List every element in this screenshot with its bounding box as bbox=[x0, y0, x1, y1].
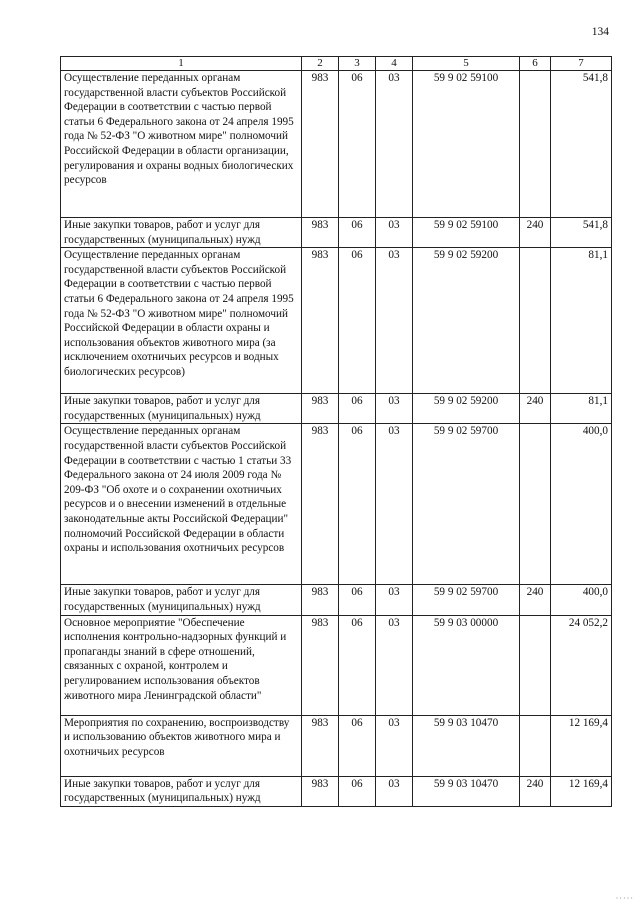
row-section: 06 bbox=[339, 585, 376, 615]
row-subsection: 03 bbox=[376, 218, 413, 248]
row-subsection: 03 bbox=[376, 71, 413, 218]
row-section: 06 bbox=[339, 615, 376, 715]
row-amount: 81,1 bbox=[551, 394, 612, 424]
header-col-1: 1 bbox=[61, 57, 302, 71]
header-col-5: 5 bbox=[413, 57, 520, 71]
table-row bbox=[61, 615, 612, 715]
row-amount: 541,8 bbox=[551, 71, 612, 218]
row-expense-type: 240 bbox=[520, 776, 551, 806]
row-target-code: 59 9 03 00000 bbox=[413, 615, 520, 715]
row-grbs: 983 bbox=[302, 248, 339, 394]
row-name: Осуществление переданных органам государственной власти субъектов Российской Федерации в соответствии с частью 1 статьи 33 Федерального закона от 24 июля 2009 года № 209-ФЗ "Об охоте и о сохранении охотничьих ресурсов и о внесении изменений в отдельные законодательные акты Российской Федерации" полномочий Российской Федерации в области охраны и использования охотничьих ресурсов bbox=[61, 424, 302, 585]
row-amount: 12 169,4 bbox=[551, 715, 612, 776]
row-name: Мероприятия по сохранению, воспроизводству и использованию объектов животного мира и охотничьих ресурсов bbox=[61, 715, 302, 776]
row-section: 06 bbox=[339, 218, 376, 248]
table-row bbox=[61, 776, 612, 806]
row-expense-type bbox=[520, 715, 551, 776]
header-col-6: 6 bbox=[520, 57, 551, 71]
row-expense-type bbox=[520, 615, 551, 715]
row-amount: 541,8 bbox=[551, 218, 612, 248]
table-row bbox=[61, 394, 612, 424]
table-row bbox=[61, 715, 612, 776]
row-subsection: 03 bbox=[376, 585, 413, 615]
row-name: Иные закупки товаров, работ и услуг для государственных (муниципальных) нужд bbox=[61, 776, 302, 806]
row-expense-type bbox=[520, 424, 551, 585]
row-name: Основное мероприятие "Обеспечение исполнения контрольно-надзорных функций и пропаганды знаний в сфере отношений, связанных с охраной, контролем и регулированием использования объектов животного мира Ленинградской области" bbox=[61, 615, 302, 715]
row-section: 06 bbox=[339, 394, 376, 424]
budget-table bbox=[60, 56, 612, 807]
row-name: Иные закупки товаров, работ и услуг для государственных (муниципальных) нужд bbox=[61, 585, 302, 615]
row-expense-type: 240 bbox=[520, 218, 551, 248]
row-expense-type bbox=[520, 71, 551, 218]
table-row bbox=[61, 71, 612, 218]
row-target-code: 59 9 02 59700 bbox=[413, 424, 520, 585]
row-subsection: 03 bbox=[376, 715, 413, 776]
table-row bbox=[61, 424, 612, 585]
row-subsection: 03 bbox=[376, 248, 413, 394]
row-subsection: 03 bbox=[376, 394, 413, 424]
row-amount: 12 169,4 bbox=[551, 776, 612, 806]
row-grbs: 983 bbox=[302, 394, 339, 424]
row-amount: 400,0 bbox=[551, 585, 612, 615]
row-target-code: 59 9 02 59100 bbox=[413, 218, 520, 248]
header-col-4: 4 bbox=[376, 57, 413, 71]
table-row bbox=[61, 248, 612, 394]
page-number: 134 bbox=[591, 26, 609, 38]
row-grbs: 983 bbox=[302, 218, 339, 248]
row-section: 06 bbox=[339, 715, 376, 776]
row-section: 06 bbox=[339, 776, 376, 806]
row-expense-type: 240 bbox=[520, 394, 551, 424]
row-amount: 400,0 bbox=[551, 424, 612, 585]
row-expense-type bbox=[520, 248, 551, 394]
header-row bbox=[61, 57, 612, 71]
row-grbs: 983 bbox=[302, 585, 339, 615]
row-target-code: 59 9 03 10470 bbox=[413, 776, 520, 806]
row-section: 06 bbox=[339, 248, 376, 394]
row-grbs: 983 bbox=[302, 71, 339, 218]
row-name: Осуществление переданных органам государственной власти субъектов Российской Федерации в соответствии с частью первой статьи 6 Федерального закона от 24 апреля 1995 года № 52-ФЗ "О животном мире" полномочий Российской Федерации в области охраны и использования объектов животного мира (за исключением охотничьих ресурсов и водных биологических ресурсов) bbox=[61, 248, 302, 394]
row-grbs: 983 bbox=[302, 424, 339, 585]
row-grbs: 983 bbox=[302, 615, 339, 715]
header-col-7: 7 bbox=[551, 57, 612, 71]
row-subsection: 03 bbox=[376, 424, 413, 585]
row-amount: 24 052,2 bbox=[551, 615, 612, 715]
row-grbs: 983 bbox=[302, 776, 339, 806]
table-row bbox=[61, 218, 612, 248]
row-subsection: 03 bbox=[376, 776, 413, 806]
row-section: 06 bbox=[339, 71, 376, 218]
row-name: Осуществление переданных органам государственной власти субъектов Российской Федерации в соответствии с частью первой статьи 6 Федерального закона от 24 апреля 1995 года № 52-ФЗ "О животном мире" полномочий Российской Федерации в области организации, регулирования и охраны водных биологических ресурсов bbox=[61, 71, 302, 218]
header-col-3: 3 bbox=[339, 57, 376, 71]
row-target-code: 59 9 02 59100 bbox=[413, 71, 520, 218]
row-name: Иные закупки товаров, работ и услуг для государственных (муниципальных) нужд bbox=[61, 218, 302, 248]
row-target-code: 59 9 02 59700 bbox=[413, 585, 520, 615]
table-row bbox=[61, 585, 612, 615]
scan-edge-mark: ····· bbox=[615, 894, 634, 903]
header-col-2: 2 bbox=[302, 57, 339, 71]
row-amount: 81,1 bbox=[551, 248, 612, 394]
row-grbs: 983 bbox=[302, 715, 339, 776]
row-target-code: 59 9 02 59200 bbox=[413, 248, 520, 394]
row-expense-type: 240 bbox=[520, 585, 551, 615]
row-name: Иные закупки товаров, работ и услуг для государственных (муниципальных) нужд bbox=[61, 394, 302, 424]
row-target-code: 59 9 03 10470 bbox=[413, 715, 520, 776]
row-subsection: 03 bbox=[376, 615, 413, 715]
row-section: 06 bbox=[339, 424, 376, 585]
row-target-code: 59 9 02 59200 bbox=[413, 394, 520, 424]
